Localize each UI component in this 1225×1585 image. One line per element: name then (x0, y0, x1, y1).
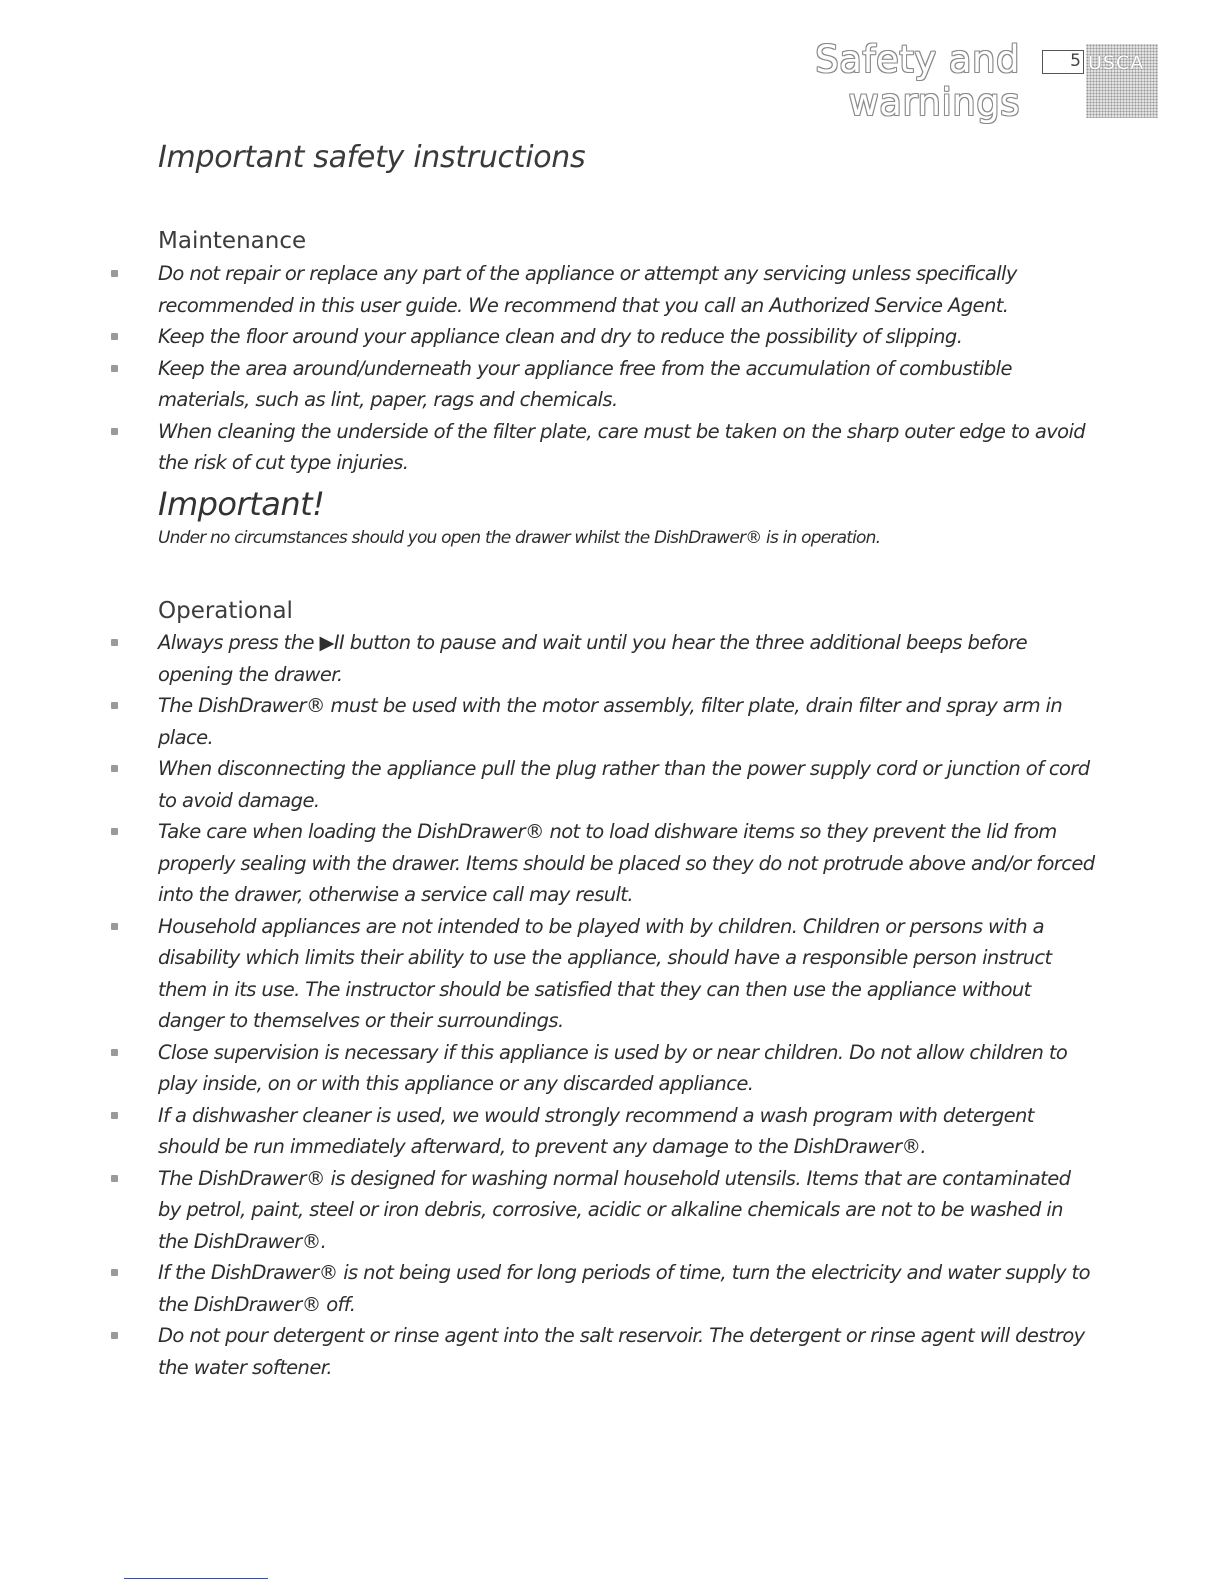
bullet-icon (111, 1175, 118, 1182)
list-item: The DishDrawer® is designed for washing normal household utensils. Items that are contaminated by petrol, paint, steel or iron debris, corrosive, acidic or alkaline chemicals are not to be washed in the DishDrawer®. (108, 1163, 1098, 1258)
page-number-box: 5 (1042, 50, 1084, 74)
bullet-icon (111, 428, 118, 435)
footer-rule (124, 1578, 268, 1579)
bullet-icon (111, 1269, 118, 1276)
list-item: Do not pour detergent or rinse agent into the salt reservoir. The detergent or rinse agent will destroy the water softener. (108, 1320, 1098, 1383)
list-item: Always press the ▶II button to pause and wait until you hear the three additional beeps before opening the drawer. (108, 627, 1098, 690)
list-item: Keep the area around/underneath your appliance free from the accumulation of combustible materials, such as lint, paper, rags and chemicals. (108, 353, 1098, 416)
bullet-icon (111, 365, 118, 372)
maintenance-heading: Maintenance (158, 228, 307, 254)
bullet-icon (111, 923, 118, 930)
list-item: Close supervision is necessary if this appliance is used by or near children. Do not allow children to play inside, on or with this appliance or any discarded appliance. (108, 1037, 1098, 1100)
list-item: Take care when loading the DishDrawer® not to load dishware items so they prevent the lid from properly sealing with the drawer. Items should be placed so they do not protrude above and/or forced into the drawer, otherwise a service call may result. (108, 816, 1098, 911)
list-item: Household appliances are not intended to be played with by children. Children or persons with a disability which limits their ability to use the appliance, should have a responsible person instruct them in its use. The instructor should be satisfied that they can then use the appliance without danger to themselves or their surroundings. (108, 911, 1098, 1037)
operational-list (108, 627, 1098, 1383)
list-item: When disconnecting the appliance pull the plug rather than the power supply cord or junction of cord to avoid damage. (108, 753, 1098, 816)
operational-heading: Operational (158, 598, 293, 624)
list-item: Keep the floor around your appliance clean and dry to reduce the possibility of slipping. (108, 321, 1098, 353)
region-label: USCA (1088, 52, 1145, 74)
important-note: Under no circumstances should you open the drawer whilst the DishDrawer® is in operation. (158, 528, 881, 548)
bullet-icon (111, 765, 118, 772)
bullet-icon (111, 828, 118, 835)
maintenance-list (108, 258, 1098, 479)
list-item: If a dishwasher cleaner is used, we would strongly recommend a wash program with detergent should be run immediately afterward, to prevent any damage to the DishDrawer®. (108, 1100, 1098, 1163)
list-item: Do not repair or replace any part of the appliance or attempt any servicing unless specifically recommended in this user guide. We recommend that you call an Authorized Service Agent. (108, 258, 1098, 321)
bullet-icon (111, 270, 118, 277)
bullet-icon (111, 1332, 118, 1339)
important-heading: Important! (158, 485, 325, 523)
section-title: Safety and warnings (815, 38, 1020, 124)
bullet-icon (111, 1049, 118, 1056)
list-item: The DishDrawer® must be used with the motor assembly, filter plate, drain filter and spray arm in place. (108, 690, 1098, 753)
list-item: When cleaning the underside of the filter plate, care must be taken on the sharp outer edge to avoid the risk of cut type injuries. (108, 416, 1098, 479)
page-title: Important safety instructions (158, 140, 586, 175)
bullet-icon (111, 333, 118, 340)
bullet-icon (111, 639, 118, 646)
bullet-icon (111, 702, 118, 709)
list-item: If the DishDrawer® is not being used for long periods of time, turn the electricity and water supply to the DishDrawer® off. (108, 1257, 1098, 1320)
bullet-icon (111, 1112, 118, 1119)
